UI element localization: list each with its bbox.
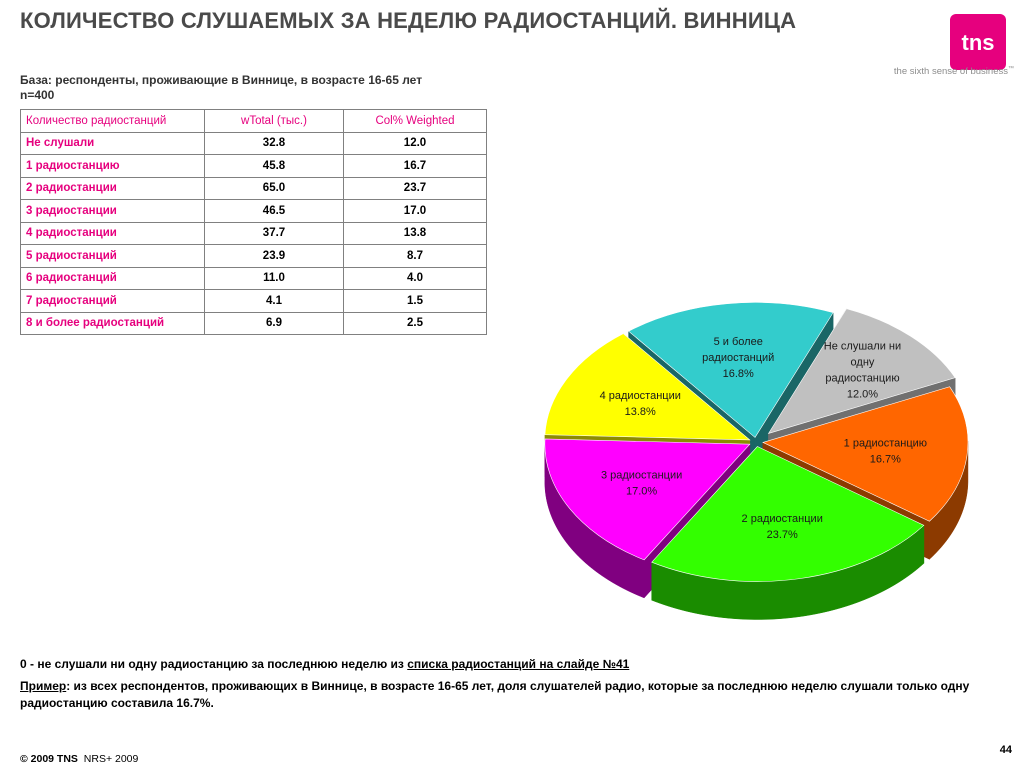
example-text: : из всех респондентов, проживающих в Виннице, в возрасте 16-65 лет, доля слушателей радио, которые за последнюю неделю слушали только одну радиостанцию составила 16.7%. [20, 679, 970, 710]
pie-slice-label: Не слушали ни одну радиостанцию 12.0% [823, 340, 902, 401]
row-label: 5 радиостанций [21, 245, 205, 268]
row-colpct: 8.7 [344, 245, 487, 268]
page-title: КОЛИЧЕСТВО СЛУШАЕМЫХ ЗА НЕДЕЛЮ РАДИОСТАНЦИЙ. ВИННИЦА [20, 8, 797, 33]
header-stations: Количество радиостанций [21, 110, 205, 133]
logo-tagline: the sixth sense of business™ [893, 66, 1014, 78]
pie-slice-label: 2 радиостанции 23.7% [741, 512, 823, 541]
table-row [21, 245, 487, 268]
row-label: 3 радиостанции [21, 200, 205, 223]
row-label: 8 и более радиостанций [21, 312, 205, 335]
row-label: Не слушали [21, 132, 205, 155]
row-wtotal: 6.9 [205, 312, 344, 335]
example-label: Пример [20, 679, 67, 693]
row-colpct: 17.0 [344, 200, 487, 223]
table-row [21, 177, 487, 200]
pie-slice-label: 5 и более радиостанций 16.8% [702, 336, 775, 381]
row-label: 6 радиостанций [21, 267, 205, 290]
table-row [21, 155, 487, 178]
row-colpct: 23.7 [344, 177, 487, 200]
base-line-1: База: респонденты, проживающие в Виннице, в возрасте 16-65 лет [20, 73, 423, 87]
table-row [21, 290, 487, 313]
footnote-note: 0 - не слушали ни одну радиостанцию за последнюю неделю из списка радиостанций на слайде №41 [20, 657, 630, 671]
header-colpct: Col% Weighted [344, 110, 487, 133]
row-colpct: 12.0 [344, 132, 487, 155]
tns-logo: tns [950, 14, 1006, 70]
data-table [20, 109, 487, 335]
table-row [21, 267, 487, 290]
row-wtotal: 46.5 [205, 200, 344, 223]
table-row [21, 312, 487, 335]
pie-slice-label: 1 радиостанцию 16.7% [843, 437, 928, 466]
row-colpct: 1.5 [344, 290, 487, 313]
table-header-row [21, 110, 487, 133]
base-line-2: n=400 [20, 88, 55, 102]
footnote-example [20, 678, 1000, 712]
row-wtotal: 4.1 [205, 290, 344, 313]
row-label: 4 радиостанции [21, 222, 205, 245]
table-row [21, 200, 487, 223]
footnote [20, 656, 1000, 717]
row-colpct: 16.7 [344, 155, 487, 178]
row-wtotal: 45.8 [205, 155, 344, 178]
row-wtotal: 23.9 [205, 245, 344, 268]
row-label: 7 радиостанций [21, 290, 205, 313]
slide-reference-link[interactable]: списка радиостанций на слайде №41 [407, 657, 630, 671]
page-number: 44 [999, 744, 1012, 756]
pie-slice-label: 4 радиостанции 13.8% [599, 390, 681, 419]
copyright: © 2009 TNS NRS+ 2009 [20, 753, 139, 765]
row-wtotal: 32.8 [205, 132, 344, 155]
row-wtotal: 65.0 [205, 177, 344, 200]
pie-slice-label: 3 радиостанции 17.0% [600, 469, 683, 498]
pie-chart [520, 290, 970, 625]
row-colpct: 2.5 [344, 312, 487, 335]
row-label: 1 радиостанцию [21, 155, 205, 178]
row-colpct: 13.8 [344, 222, 487, 245]
row-wtotal: 37.7 [205, 222, 344, 245]
header-wtotal: wTotal (тыс.) [205, 110, 344, 133]
table-row [21, 132, 487, 155]
row-colpct: 4.0 [344, 267, 487, 290]
row-wtotal: 11.0 [205, 267, 344, 290]
table-row [21, 222, 487, 245]
base-description [20, 73, 422, 103]
row-label: 2 радиостанции [21, 177, 205, 200]
